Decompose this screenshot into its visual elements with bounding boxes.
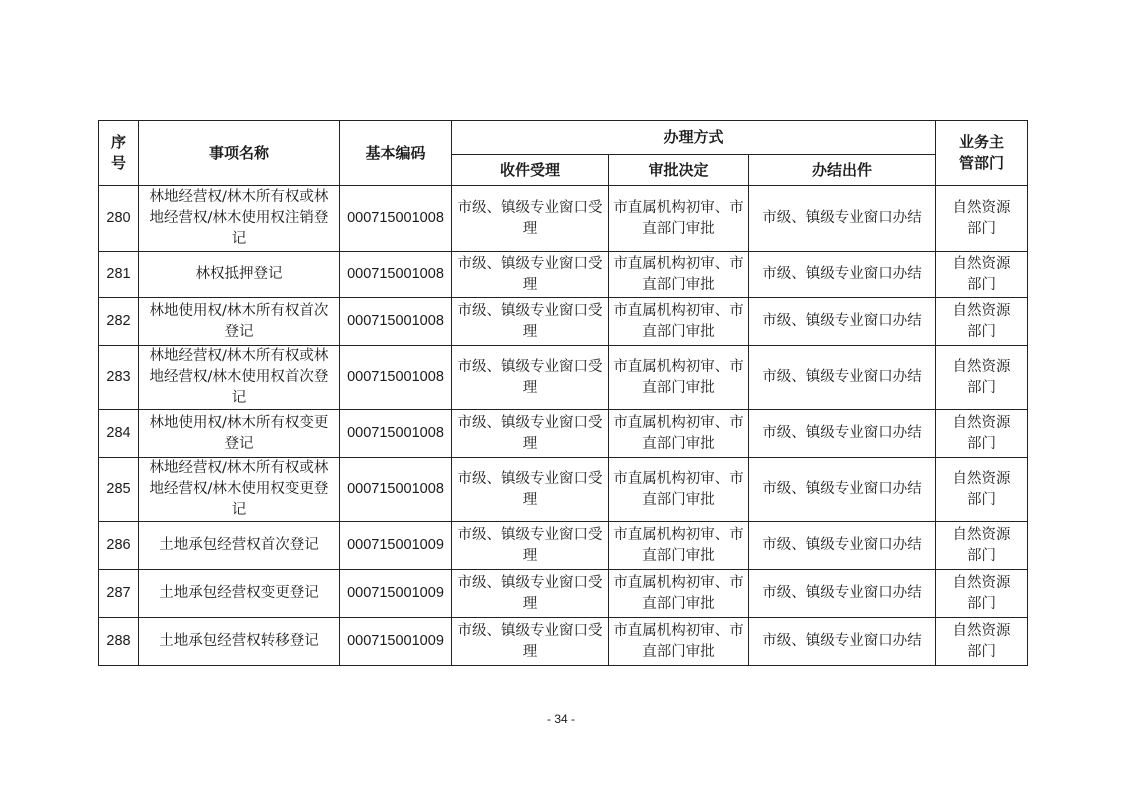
row-issue: 市级、镇级专业窗口办结 <box>749 458 936 522</box>
row-dept: 自然资源部门 <box>936 522 1028 570</box>
row-dept: 自然资源部门 <box>936 186 1028 252</box>
header-code: 基本编码 <box>340 121 452 186</box>
row-dept: 自然资源部门 <box>936 298 1028 346</box>
row-approve: 市直属机构初审、市直部门审批 <box>609 346 749 410</box>
row-dept: 自然资源部门 <box>936 618 1028 666</box>
row-dept: 自然资源部门 <box>936 346 1028 410</box>
table-row <box>99 410 1028 458</box>
row-name: 林地经营权/林木所有权或林地经营权/林木使用权变更登记 <box>139 458 340 522</box>
row-code: 000715001008 <box>340 410 452 458</box>
row-approve: 市直属机构初审、市直部门审批 <box>609 410 749 458</box>
row-name: 土地承包经营权变更登记 <box>139 570 340 618</box>
table-header <box>99 121 1028 186</box>
row-issue: 市级、镇级专业窗口办结 <box>749 570 936 618</box>
table-row <box>99 458 1028 522</box>
table-row <box>99 298 1028 346</box>
row-approve: 市直属机构初审、市直部门审批 <box>609 618 749 666</box>
row-code: 000715001008 <box>340 252 452 298</box>
header-name: 事项名称 <box>139 121 340 186</box>
row-receive: 市级、镇级专业窗口受理 <box>452 252 609 298</box>
row-seq: 288 <box>99 618 139 666</box>
row-code: 000715001008 <box>340 346 452 410</box>
matters-table <box>98 120 1028 666</box>
row-receive: 市级、镇级专业窗口受理 <box>452 570 609 618</box>
row-seq: 286 <box>99 522 139 570</box>
row-receive: 市级、镇级专业窗口受理 <box>452 618 609 666</box>
table-row <box>99 186 1028 252</box>
row-issue: 市级、镇级专业窗口办结 <box>749 410 936 458</box>
row-receive: 市级、镇级专业窗口受理 <box>452 298 609 346</box>
table-row <box>99 570 1028 618</box>
row-seq: 283 <box>99 346 139 410</box>
row-approve: 市直属机构初审、市直部门审批 <box>609 186 749 252</box>
row-name: 林地经营权/林木所有权或林地经营权/林木使用权首次登记 <box>139 346 340 410</box>
header-method: 办理方式 <box>452 121 936 155</box>
row-approve: 市直属机构初审、市直部门审批 <box>609 522 749 570</box>
row-name: 林地经营权/林木所有权或林地经营权/林木使用权注销登记 <box>139 186 340 252</box>
row-seq: 284 <box>99 410 139 458</box>
row-dept: 自然资源部门 <box>936 570 1028 618</box>
table-row <box>99 252 1028 298</box>
row-code: 000715001008 <box>340 458 452 522</box>
row-approve: 市直属机构初审、市直部门审批 <box>609 570 749 618</box>
table-row <box>99 522 1028 570</box>
row-seq: 285 <box>99 458 139 522</box>
row-code: 000715001008 <box>340 298 452 346</box>
row-approve: 市直属机构初审、市直部门审批 <box>609 252 749 298</box>
row-name: 土地承包经营权转移登记 <box>139 618 340 666</box>
header-receive: 收件受理 <box>452 155 609 186</box>
row-code: 000715001009 <box>340 570 452 618</box>
table-row <box>99 346 1028 410</box>
row-seq: 280 <box>99 186 139 252</box>
header-issue: 办结出件 <box>749 155 936 186</box>
row-dept: 自然资源部门 <box>936 458 1028 522</box>
row-issue: 市级、镇级专业窗口办结 <box>749 618 936 666</box>
row-dept: 自然资源部门 <box>936 252 1028 298</box>
row-receive: 市级、镇级专业窗口受理 <box>452 346 609 410</box>
row-receive: 市级、镇级专业窗口受理 <box>452 186 609 252</box>
header-seq: 序号 <box>99 121 139 186</box>
table-row <box>99 618 1028 666</box>
row-code: 000715001008 <box>340 186 452 252</box>
row-code: 000715001009 <box>340 618 452 666</box>
row-issue: 市级、镇级专业窗口办结 <box>749 298 936 346</box>
header-dept: 业务主管部门 <box>936 121 1028 186</box>
row-receive: 市级、镇级专业窗口受理 <box>452 410 609 458</box>
row-name: 林地使用权/林木所有权首次登记 <box>139 298 340 346</box>
table-body <box>99 186 1028 666</box>
row-issue: 市级、镇级专业窗口办结 <box>749 346 936 410</box>
row-seq: 282 <box>99 298 139 346</box>
row-dept: 自然资源部门 <box>936 410 1028 458</box>
row-name: 林权抵押登记 <box>139 252 340 298</box>
row-name: 林地使用权/林木所有权变更登记 <box>139 410 340 458</box>
row-receive: 市级、镇级专业窗口受理 <box>452 522 609 570</box>
row-approve: 市直属机构初审、市直部门审批 <box>609 458 749 522</box>
row-issue: 市级、镇级专业窗口办结 <box>749 522 936 570</box>
row-code: 000715001009 <box>340 522 452 570</box>
row-issue: 市级、镇级专业窗口办结 <box>749 186 936 252</box>
row-approve: 市直属机构初审、市直部门审批 <box>609 298 749 346</box>
header-approve: 审批决定 <box>609 155 749 186</box>
row-seq: 281 <box>99 252 139 298</box>
row-receive: 市级、镇级专业窗口受理 <box>452 458 609 522</box>
row-name: 土地承包经营权首次登记 <box>139 522 340 570</box>
row-issue: 市级、镇级专业窗口办结 <box>749 252 936 298</box>
page-number: - 34 - <box>546 712 575 726</box>
row-seq: 287 <box>99 570 139 618</box>
